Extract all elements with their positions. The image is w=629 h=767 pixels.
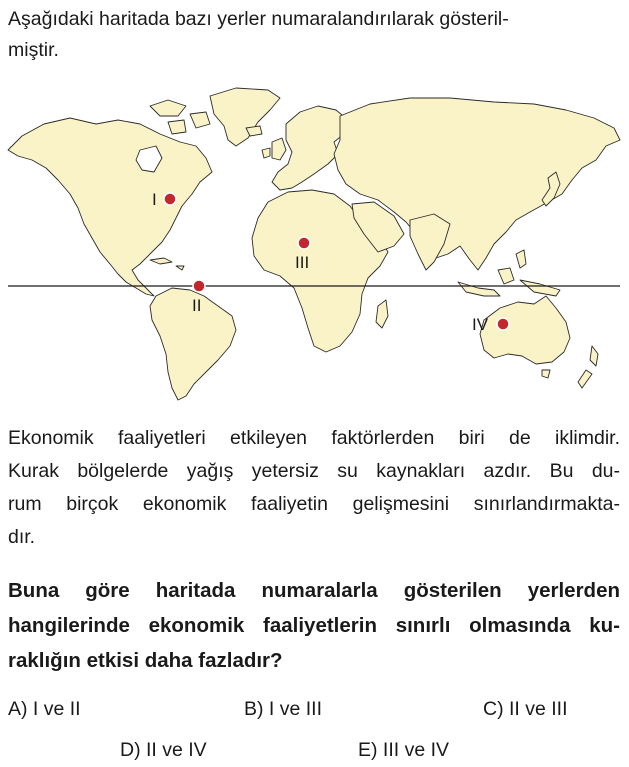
marker-iv-label: IV <box>472 315 489 334</box>
question-line-3: raklığın etkisi daha fazladır? <box>8 649 283 672</box>
paragraph-line-3: rum birçok ekonomik faaliyetin gelişmesini sınırlandırmakta- <box>8 493 620 515</box>
paragraph-line-4: dır. <box>8 526 36 548</box>
world-map <box>0 84 629 404</box>
intro-text <box>8 4 620 66</box>
greenland-shape <box>210 88 280 146</box>
option-c[interactable]: C) II ve III <box>483 698 568 720</box>
marker-iii-label: III <box>295 253 310 272</box>
option-d[interactable]: D) II ve IV <box>120 739 207 761</box>
info-paragraph <box>8 422 620 554</box>
marker-iv-dot <box>497 318 509 330</box>
option-a[interactable]: A) I ve II <box>8 698 81 720</box>
marker-ii-dot <box>193 280 205 292</box>
marker-i-dot <box>164 193 176 205</box>
marker-ii-label: II <box>192 296 202 315</box>
question-line-2: hangilerinde ekonomik faaliyetlerin sınırlı olmasında ku- <box>8 614 620 637</box>
option-b[interactable]: B) I ve III <box>244 698 323 720</box>
madagascar-shape <box>376 300 388 328</box>
paragraph-line-2: Kurak bölgelerde yağış yetersiz su kaynakları azdır. Bu du- <box>8 460 620 482</box>
option-e[interactable]: E) III ve IV <box>358 739 450 761</box>
intro-line-1: Aşağıdaki haritada bazı yerler numaralandırılarak gösteril- <box>8 8 509 30</box>
india-shape <box>410 214 450 270</box>
tasmania-shape <box>542 370 550 378</box>
world-map-svg <box>0 84 629 404</box>
paragraph-line-1: Ekonomik faaliyetleri etkileyen faktörlerden biri de iklimdir. <box>8 427 620 449</box>
intro-line-2: miştir. <box>8 39 59 61</box>
new-zealand-shape <box>578 346 598 388</box>
australia-shape <box>480 296 570 364</box>
marker-i-label: I <box>152 190 157 209</box>
question-line-1: Buna göre haritada numaralarla gösterilen yerlerden <box>8 579 620 602</box>
arctic-islands-shape <box>150 100 210 134</box>
marker-iii-dot <box>298 237 310 249</box>
caribbean-islands-shape <box>150 258 184 270</box>
british-isles-shape <box>262 138 286 160</box>
question-text <box>8 573 620 678</box>
